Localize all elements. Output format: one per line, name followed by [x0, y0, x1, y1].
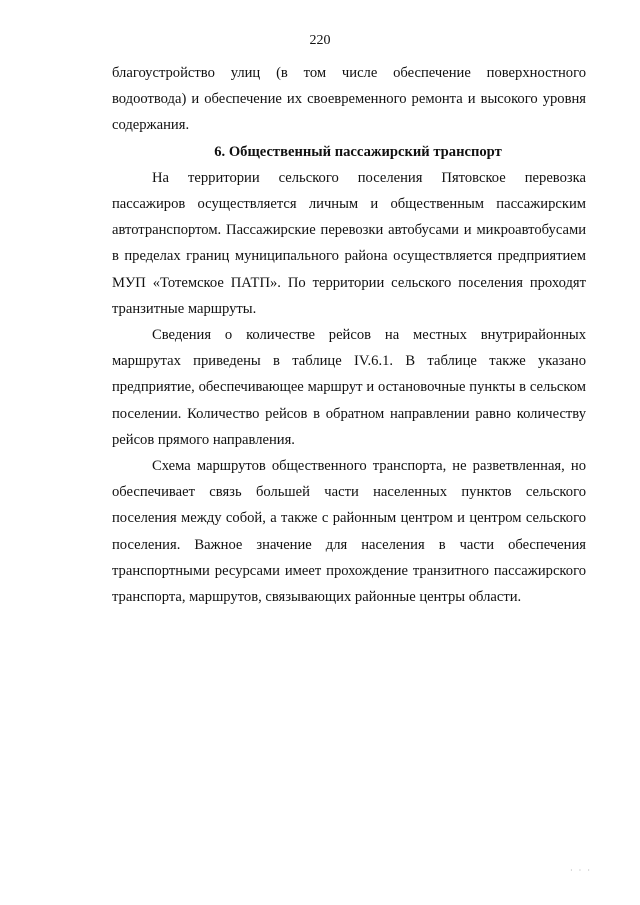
paragraph-continuation: благоустройство улиц (в том числе обеспечение поверхностного водоотвода) и обеспечение их своевременного ремонта и высокого уровня содержания.: [112, 65, 586, 134]
paragraph-transport-overview: На территории сельского поселения Пятовское перевозка пассажиров осуществляется личным и общественным пассажирским автотранспортом. Пассажирские перевозки автобусами и микроавтобусами в пределах границ муниципального района осуществляется предприятием МУП «Тотемское ПАТП». По территории сельского поселения проходят транзитные маршруты.: [112, 169, 586, 317]
page-number: 220: [309, 33, 331, 48]
paragraph-routes-table-reference: Сведения о количестве рейсов на местных внутрирайонных маршрутах приведены в таблице IV.6.1. В таблице также указано предприятие, обеспечивающее маршрут и остановочные пункты в сельском поселении. Количество рейсов в обратном направлении равно количеству рейсов прямого направления.: [112, 327, 586, 448]
document-body: [112, 60, 586, 610]
scan-mark: · · ·: [570, 866, 592, 875]
paragraph-route-scheme: Схема маршрутов общественного транспорта, не разветвленная, но обеспечивает связь большей части населенных пунктов сельского поселения между собой, а также с районным центром и центром сельского поселения. Важное значение для населения в части обеспечения транспортными ресурсами имеет прохождение транзитного пассажирского транспорта, маршрутов, связывающих районные центры области.: [112, 458, 586, 606]
section-heading: 6. Общественный пассажирский транспорт: [214, 143, 502, 160]
